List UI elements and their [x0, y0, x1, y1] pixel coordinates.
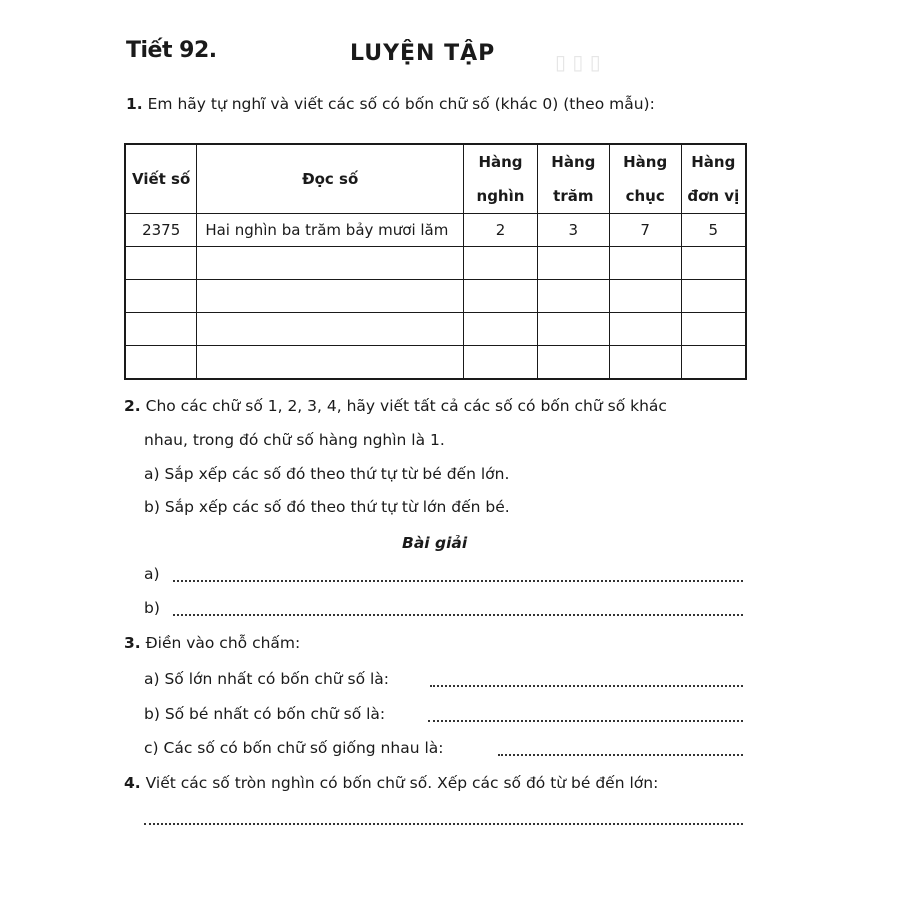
solution-heading: Bài giải [402, 534, 468, 552]
answer-3a-line[interactable] [430, 685, 743, 687]
cell-number: 2375 [125, 214, 197, 247]
exercise-3-prompt [124, 634, 300, 652]
exercise-2-line1: Cho các chữ số 1, 2, 3, 4, hãy viết tất cả các số có bốn chữ số khác [145, 397, 667, 415]
bleed-through-mark: ▯ ▯ ▯ [555, 50, 601, 74]
exercise-2-part-b: b) Sắp xếp các số đó theo thứ tự từ lớn đến bé. [144, 498, 510, 516]
cell-units: 5 [681, 214, 746, 247]
table-row-blank[interactable] [125, 280, 746, 313]
cell-reading: Hai nghìn ba trăm bảy mươi lăm [197, 214, 464, 247]
cell-hundreds: 3 [537, 214, 609, 247]
exercise-1-prompt [126, 95, 655, 113]
exercise-2-part-a: a) Sắp xếp các số đó theo thứ tự từ bé đến lớn. [144, 465, 510, 483]
exercise-1-number: 1. [126, 95, 143, 113]
exercise-3-text: Điền vào chỗ chấm: [145, 634, 301, 652]
exercise-1-text: Em hãy tự nghĩ và viết các số có bốn chữ số (khác 0) (theo mẫu): [147, 95, 655, 113]
exercise-2-number: 2. [124, 397, 141, 415]
exercise-3-number: 3. [124, 634, 141, 652]
header-read-number: Đọc số [197, 144, 464, 214]
exercise-2-line2: nhau, trong đó chữ số hàng nghìn là 1. [144, 431, 445, 449]
table-row-blank[interactable] [125, 313, 746, 346]
table-row-blank[interactable] [125, 346, 746, 380]
answer-a-label: a) [144, 565, 160, 583]
answer-3b-line[interactable] [428, 720, 743, 722]
header-write-number: Viết số [125, 144, 197, 214]
answer-4-line[interactable] [144, 823, 743, 825]
exercise-3-part-c: c) Các số có bốn chữ số giống nhau là: [144, 739, 444, 757]
exercise-2-prompt [124, 397, 667, 415]
header-tens: Hàng chục [609, 144, 681, 214]
answer-b-line[interactable] [173, 614, 743, 616]
lesson-number: Tiết 92. [126, 38, 217, 63]
header-thousands: Hàng nghìn [464, 144, 538, 214]
header-hundreds: Hàng trăm [537, 144, 609, 214]
exercise-3-part-b: b) Số bé nhất có bốn chữ số là: [144, 705, 386, 723]
table-row-blank[interactable] [125, 247, 746, 280]
exercise-4-number: 4. [124, 774, 141, 792]
exercise-3-part-a: a) Số lớn nhất có bốn chữ số là: [144, 670, 390, 688]
table-row-example [125, 214, 746, 247]
answer-b-label: b) [144, 599, 160, 617]
exercise-4-text: Viết các số tròn nghìn có bốn chữ số. Xếp các số đó từ bé đến lớn: [145, 774, 659, 792]
cell-tens: 7 [609, 214, 681, 247]
exercise-4-prompt [124, 774, 658, 792]
header-units: Hàng đơn vị [681, 144, 746, 214]
number-table [124, 143, 747, 380]
answer-a-line[interactable] [173, 580, 743, 582]
page-title: LUYỆN TẬP [350, 41, 496, 66]
table-header-row [125, 144, 746, 214]
answer-3c-line[interactable] [498, 754, 743, 756]
cell-thousands: 2 [464, 214, 538, 247]
